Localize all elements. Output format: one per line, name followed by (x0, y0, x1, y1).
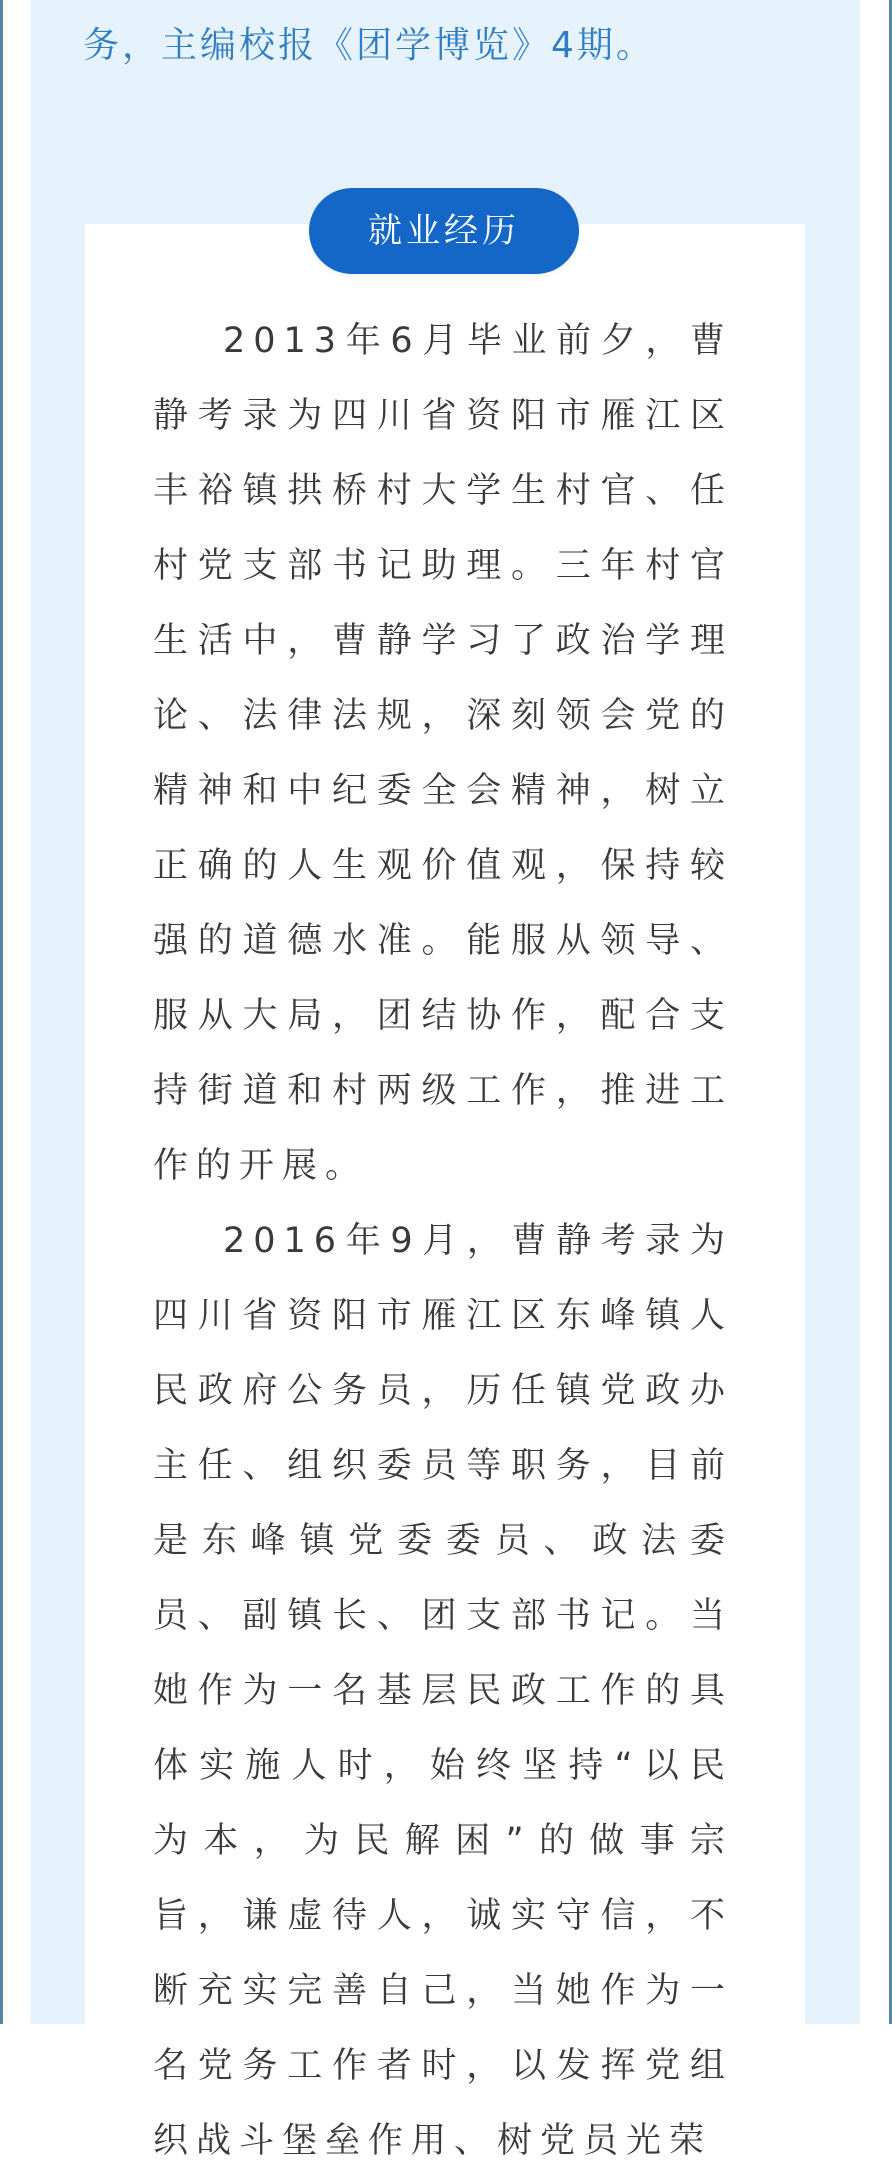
previous-section-tail-text: 务，主编校报《团学博览》4期。 (83, 25, 655, 66)
section-title-badge: 就业经历 (309, 188, 579, 274)
employment-history-body (153, 304, 733, 2179)
paragraph-2013: 2013年6月毕业前夕，曹静考录为四川省资阳市雁江区丰裕镇拱桥村大学生村官、任村党支部书记助理。三年村官生活中，曹静学习了政治学理论、法律法规，深刻领会党的精神和中纪委全会精神，树立正确的人生观价值观，保持较强的道德水准。能服从领导、服从大局，团结协作，配合支持街道和村两级工作，推进工作的开展。 (153, 321, 733, 1186)
paragraph-2016: 2016年9月，曹静考录为四川省资阳市雁江区东峰镇人民政府公务员，历任镇党政办主任、组织委员等职务，目前是东峰镇党委委员、政法委员、副镇长、团支部书记。当她作为一名基层民政工作的具体实施人时，始终坚持“以民为本，为民解困”的做事宗旨，谦虚待人，诚实守信，不断充实完善自己，当她作为一名党务工作者时，以发挥党组织战斗堡垒作用、树党员光荣 (153, 1221, 733, 2161)
